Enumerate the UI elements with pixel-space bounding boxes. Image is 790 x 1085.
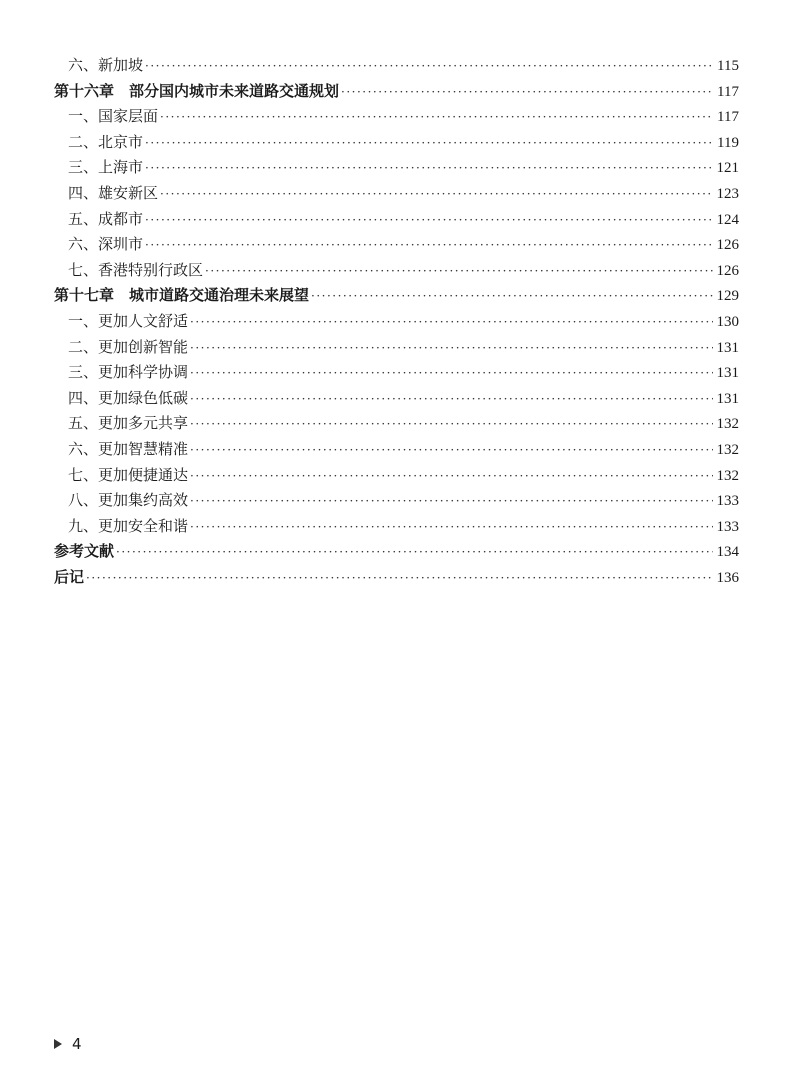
triangle-right-icon [54, 1039, 62, 1049]
toc-section-entry[interactable] [54, 488, 739, 514]
toc-section-entry[interactable] [54, 360, 739, 386]
toc-page-number: 133 [716, 518, 739, 535]
toc-page-number: 117 [717, 109, 739, 126]
toc-page-number: 134 [716, 544, 739, 561]
toc-dot-leader [145, 208, 712, 234]
toc-dot-leader [190, 489, 712, 515]
toc-page-number: 132 [716, 441, 739, 458]
toc-entry-title: 三、更加科学协调 [68, 363, 189, 382]
table-of-contents [54, 53, 739, 590]
toc-entry-title: 五、成都市 [68, 209, 144, 228]
toc-dot-leader [190, 438, 712, 464]
toc-entry-title: 三、上海市 [68, 158, 144, 177]
toc-dot-leader [116, 540, 712, 566]
toc-section-entry[interactable] [54, 258, 739, 284]
toc-section-entry[interactable] [54, 514, 739, 540]
toc-entry-title: 后记 [54, 567, 85, 586]
toc-entry-title: 一、更加人文舒适 [68, 311, 189, 330]
toc-entry-title: 七、更加便捷通达 [68, 465, 189, 484]
toc-dot-leader [190, 361, 712, 387]
toc-page-number: 124 [716, 211, 739, 228]
toc-section-entry[interactable] [54, 386, 739, 412]
page-footer [54, 1035, 82, 1053]
toc-section-entry[interactable] [54, 53, 739, 79]
toc-dot-leader [341, 80, 713, 106]
toc-chapter-entry[interactable] [54, 79, 739, 105]
toc-page-number: 130 [716, 313, 739, 330]
toc-page-number: 133 [716, 493, 739, 510]
toc-entry-title: 六、新加坡 [68, 56, 144, 74]
toc-section-entry[interactable] [54, 232, 739, 258]
toc-entry-title: 五、更加多元共享 [68, 414, 189, 433]
toc-dot-leader [190, 387, 712, 413]
toc-page-number: 126 [716, 262, 739, 279]
toc-section-entry[interactable] [54, 104, 739, 130]
toc-dot-leader [190, 515, 712, 541]
toc-dot-leader [160, 182, 712, 208]
toc-dot-leader [145, 156, 712, 182]
toc-entry-title: 六、深圳市 [68, 235, 144, 254]
toc-page-number: 131 [716, 390, 739, 407]
toc-section-entry[interactable] [54, 335, 739, 361]
toc-dot-leader [145, 233, 712, 259]
toc-entry-title: 二、更加创新智能 [68, 337, 189, 356]
toc-section-entry[interactable] [54, 207, 739, 233]
toc-dot-leader [190, 464, 712, 490]
toc-chapter-entry[interactable] [54, 539, 739, 565]
toc-section-entry[interactable] [54, 181, 739, 207]
toc-chapter-entry[interactable] [54, 565, 739, 591]
toc-entry-title: 二、北京市 [68, 132, 144, 151]
toc-entry-title: 四、更加绿色低碳 [68, 388, 189, 407]
toc-entry-title: 九、更加安全和谐 [68, 516, 189, 535]
toc-dot-leader [190, 412, 712, 438]
toc-page-number: 131 [716, 365, 739, 382]
toc-section-entry[interactable] [54, 155, 739, 181]
toc-page-number: 115 [717, 58, 739, 74]
toc-entry-title: 七、香港特别行政区 [68, 260, 204, 279]
toc-page-number: 117 [717, 83, 739, 100]
toc-entry-title: 八、更加集约高效 [68, 491, 189, 510]
toc-section-entry[interactable] [54, 437, 739, 463]
toc-page-number: 123 [716, 185, 739, 202]
toc-dot-leader [311, 284, 712, 310]
toc-chapter-entry[interactable] [54, 283, 739, 309]
toc-entry-title: 一、国家层面 [68, 107, 159, 126]
toc-page-number: 136 [716, 569, 739, 586]
toc-page-number: 129 [716, 288, 739, 305]
toc-entry-title: 六、更加智慧精准 [68, 439, 189, 458]
toc-page-number: 121 [716, 160, 739, 177]
toc-entry-title: 第十七章 城市道路交通治理未来展望 [54, 286, 310, 305]
toc-dot-leader [190, 310, 712, 336]
page-number: 4 [72, 1035, 82, 1053]
toc-dot-leader [145, 131, 713, 157]
toc-page-number: 131 [716, 339, 739, 356]
toc-entry-title: 四、雄安新区 [68, 183, 159, 202]
toc-page-number: 132 [716, 416, 739, 433]
toc-section-entry[interactable] [54, 309, 739, 335]
toc-dot-leader [145, 54, 713, 80]
toc-dot-leader [190, 336, 712, 362]
toc-page-number: 126 [716, 237, 739, 254]
toc-page-number: 119 [717, 134, 739, 151]
toc-page-number: 132 [716, 467, 739, 484]
toc-dot-leader [205, 259, 712, 285]
toc-section-entry[interactable] [54, 130, 739, 156]
toc-section-entry[interactable] [54, 463, 739, 489]
toc-dot-leader [86, 566, 712, 592]
toc-entry-title: 参考文献 [54, 542, 115, 561]
toc-entry-title: 第十六章 部分国内城市未来道路交通规划 [54, 81, 340, 100]
toc-dot-leader [160, 105, 713, 131]
toc-section-entry[interactable] [54, 411, 739, 437]
